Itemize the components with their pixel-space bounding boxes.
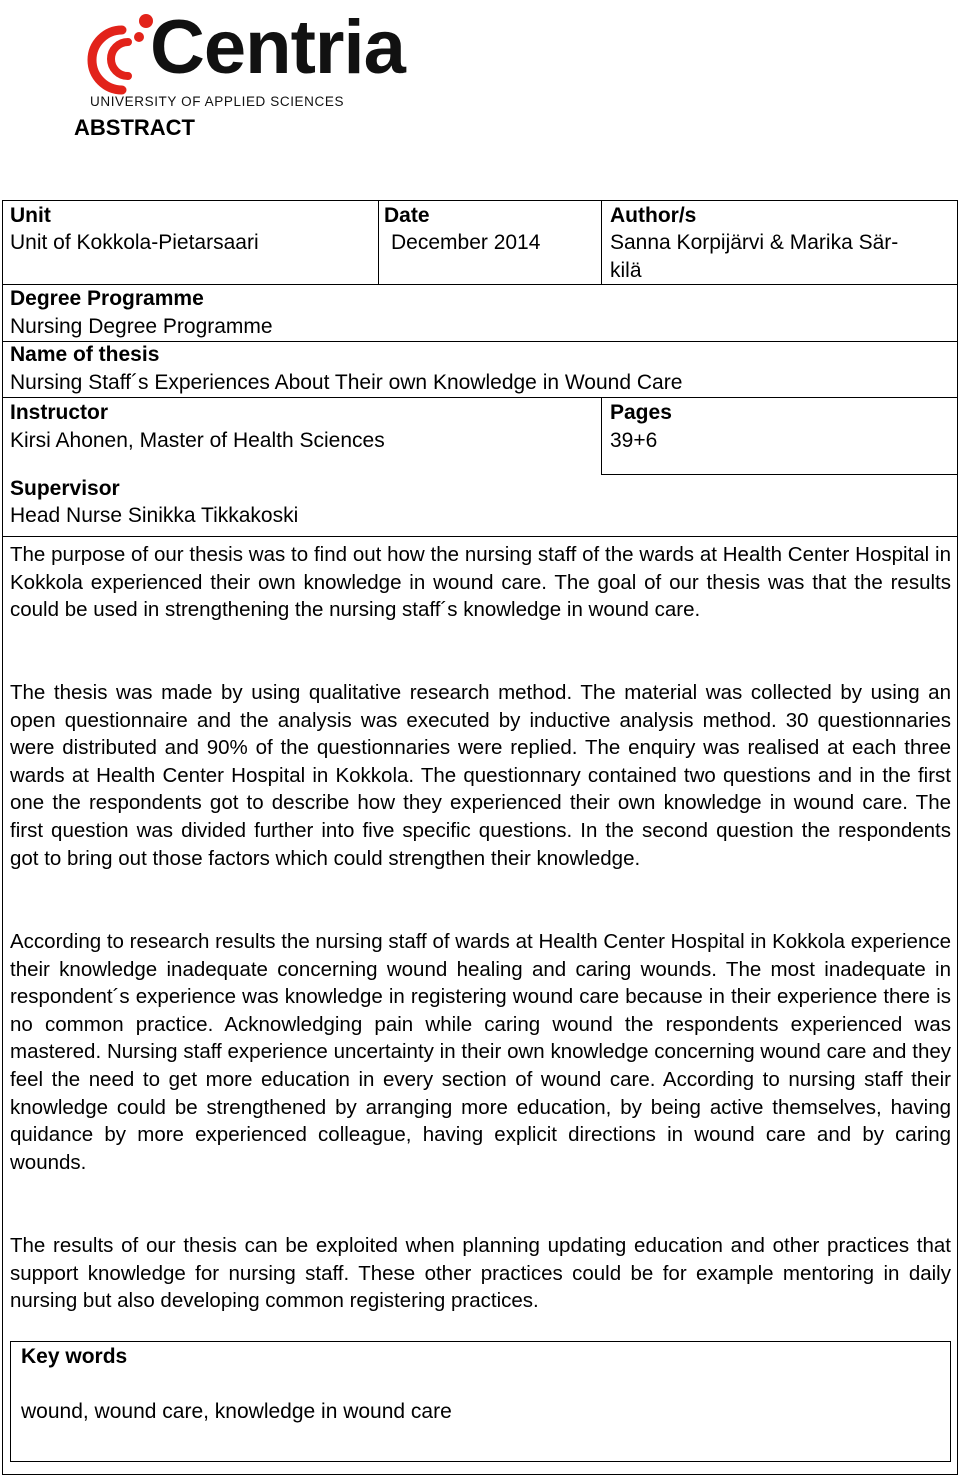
page-title: ABSTRACT <box>74 115 195 140</box>
unit-label: Unit <box>10 204 51 227</box>
date-label: Date <box>384 204 430 227</box>
centria-logo-mark-icon <box>84 12 154 96</box>
divider <box>601 474 958 475</box>
date-value: December 2014 <box>391 231 541 254</box>
abstract-paragraph: The purpose of our thesis was to find out how the nursing staff of the wards at Health Center Hospital in Kokkola experienced their own knowledge in wound care. The goal of our thesis was that the results could be used in strengthening the nursing staff´s knowledge in wound care. <box>10 543 951 622</box>
pages-value: 39+6 <box>610 429 658 452</box>
divider <box>601 397 602 474</box>
abstract-paragraph: According to research results the nursing staff of wards at Health Center Hospital in Kokkola experience their knowledge inadequate concerning wound healing and caring wounds. The most inadequate in respondent´s experience was knowledge in registering wound care because in their experience there is no common practice. Acknowledging pain while caring wound the respondents experienced was mastered. Nursing staff experience uncertainty in their own knowledge concerning wound care and they feel the need to get more education in every section of wound care. According to nursing staff their knowledge could be strengthened by arranging more education, by being active themselves, having quidance by more experienced colleague, having explicit directions in wound care and by caring wounds. <box>10 930 951 1174</box>
thesis-name-value: Nursing Staff´s Experiences About Their own Knowledge in Wound Care <box>10 371 683 394</box>
supervisor-label: Supervisor <box>10 477 120 500</box>
author-value-line2: kilä <box>610 259 642 282</box>
divider <box>378 200 379 284</box>
abstract-paragraph: The results of our thesis can be exploited when planning updating education and other practices that support knowledge for nursing staff. These other practices could be for example mentoring in daily nursing but also developing common registering practices. <box>10 1234 951 1313</box>
unit-value: Unit of Kokkola-Pietarsaari <box>10 231 259 254</box>
thesis-name-label: Name of thesis <box>10 343 160 366</box>
degree-label: Degree Programme <box>10 287 204 310</box>
divider <box>2 536 958 537</box>
instructor-value: Kirsi Ahonen, Master of Health Sciences <box>10 429 385 452</box>
degree-value: Nursing Degree Programme <box>10 315 273 338</box>
keywords-label: Key words <box>21 1345 128 1368</box>
instructor-label: Instructor <box>10 401 109 424</box>
abstract-paragraph: The thesis was made by using qualitative research method. The material was collected by using an open questionnaire and the analysis was executed by inductive analysis method. 30 questionnaries were distributed and 90% of the questionnaries were replied. The enquiry was realised at each three wards at Health Center Hospital in Kokkola. The questionnary contained two questions and in the first one the respondents got to describe how they experienced their own knowledge in wound care. The first question was divided further into five specific questions. In the second question the respondents got to bring out those factors which could strengthen their knowledge. <box>10 681 951 870</box>
author-value-line1: Sanna Korpijärvi & Marika Sär- <box>610 231 899 254</box>
supervisor-value: Head Nurse Sinikka Tikkakoski <box>10 504 299 527</box>
divider <box>2 397 958 398</box>
centria-logo <box>84 5 426 112</box>
keywords-value: wound, wound care, knowledge in wound care <box>21 1400 452 1423</box>
author-label: Author/s <box>610 204 697 227</box>
divider <box>601 200 602 284</box>
pages-label: Pages <box>610 401 672 424</box>
logo-wordmark: Centria <box>150 5 405 90</box>
logo-subtitle: UNIVERSITY OF APPLIED SCIENCES <box>90 94 345 109</box>
